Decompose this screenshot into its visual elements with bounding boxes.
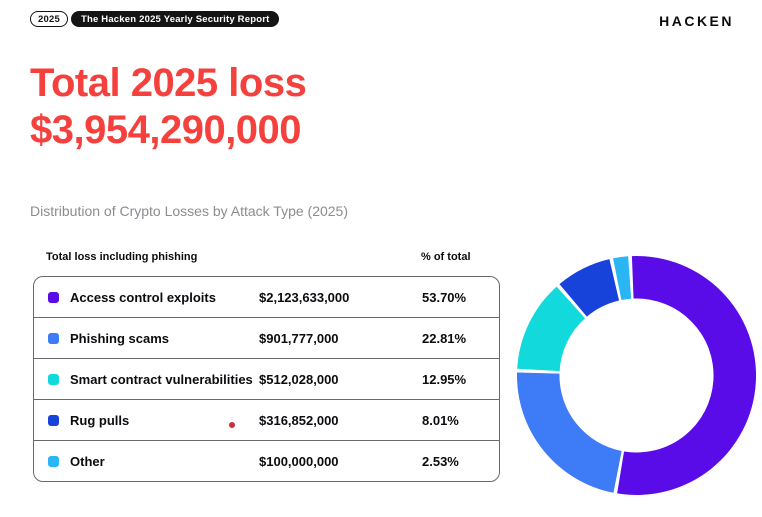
table-row	[34, 440, 499, 481]
loss-value: $512,028,000	[259, 371, 339, 387]
loss-percent: 8.01%	[422, 412, 459, 428]
loss-percent: 22.81%	[422, 330, 467, 346]
legend-color-swatch	[48, 333, 59, 344]
report-title-badge: The Hacken 2025 Yearly Security Report	[71, 11, 280, 27]
loss-value: $2,123,633,000	[259, 289, 350, 305]
donut-chart-svg	[515, 254, 758, 497]
loss-value: $316,852,000	[259, 412, 339, 428]
legend-color-swatch	[48, 415, 59, 426]
cursor-dot	[229, 422, 235, 428]
donut-chart	[515, 254, 758, 497]
attack-type-label: Rug pulls	[70, 412, 130, 428]
table-row	[34, 358, 499, 399]
page-title-line2: $3,954,290,000	[30, 108, 302, 152]
page-title	[30, 60, 306, 154]
legend-color-swatch	[48, 374, 59, 385]
year-badge: 2025	[30, 11, 68, 27]
page-title-line1: Total 2025 loss	[30, 61, 307, 105]
donut-slice-1	[517, 373, 622, 493]
table-row	[34, 399, 499, 440]
loss-percent: 12.95%	[422, 371, 467, 387]
table-row	[34, 317, 499, 358]
table-header-right: % of total	[421, 251, 471, 263]
legend-color-swatch	[48, 456, 59, 467]
table-row	[34, 277, 499, 317]
donut-slice-0	[617, 256, 756, 495]
legend-color-swatch	[48, 292, 59, 303]
attack-type-label: Phishing scams	[70, 330, 169, 346]
table-header-left: Total loss including phishing	[46, 251, 198, 263]
attack-type-label: Access control exploits	[70, 289, 216, 305]
loss-table	[33, 276, 500, 482]
attack-type-label: Other	[70, 453, 105, 469]
chart-subtitle: Distribution of Crypto Losses by Attack Type (2025)	[30, 203, 349, 219]
header-badges	[30, 11, 279, 27]
loss-value: $901,777,000	[259, 330, 339, 346]
loss-value: $100,000,000	[259, 453, 339, 469]
loss-percent: 53.70%	[422, 289, 467, 305]
hacken-logo: HACKEN	[659, 13, 734, 29]
attack-type-label: Smart contract vulnerabilities	[70, 371, 253, 387]
loss-percent: 2.53%	[422, 453, 459, 469]
